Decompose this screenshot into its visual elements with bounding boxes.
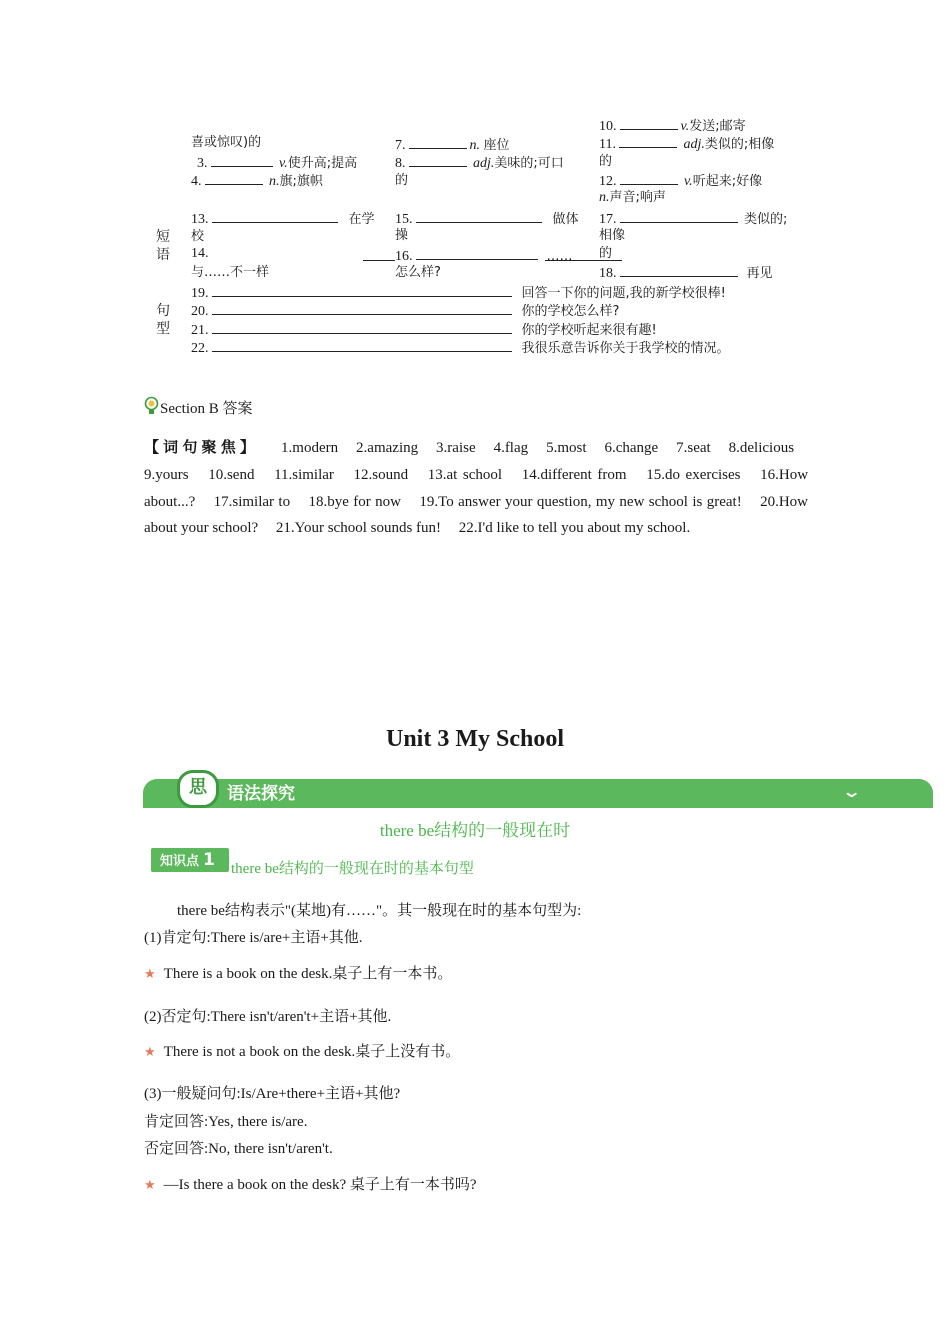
phrase-item-16: 16. …… <box>395 246 573 266</box>
phrase-item-15-cont: 操 <box>395 228 409 243</box>
vocab-frag: 喜或惊叹)的 <box>191 135 262 150</box>
unit-title: Unit 3 My School <box>385 726 564 752</box>
star-icon: ★ <box>144 1178 156 1193</box>
vocab-item-12-cont: n.声音;响声 <box>599 190 666 205</box>
vocab-item-8-cont: 的 <box>395 173 409 188</box>
knowledge-point-badge: 知识点 1 <box>151 848 229 872</box>
grammar-title: there be结构的一般现在时 <box>379 821 571 840</box>
answer-item: 10.send <box>208 466 255 483</box>
star-icon: ★ <box>144 1045 156 1060</box>
negative-example: ★ There is not a book on the desk.桌子上没有书。 <box>144 1044 461 1060</box>
vocab-item-8: 8. adj.美味的;可口 <box>395 153 564 173</box>
phrase-item-14-num: 14. <box>191 246 209 261</box>
question-no-answer: 否定回答:No, there isn't/aren't. <box>144 1141 333 1157</box>
answer-item: 2.amazing <box>356 440 419 456</box>
answer-item: 21.Your school sounds fun! <box>275 520 442 537</box>
answer-item: 22.I'd like to tell you about my school. <box>458 520 691 537</box>
answers-heading: Section B 答案 <box>143 396 253 419</box>
phrase-14-blank <box>363 260 395 261</box>
answers-list <box>144 434 808 542</box>
answer-item: 17.similar to <box>213 493 291 510</box>
answer-item: 20.How about your school? <box>144 493 809 537</box>
phrase-item-15: 15. 做体 <box>395 209 579 229</box>
answer-item: 7.seat <box>676 440 711 456</box>
question-example: ★ —Is there a book on the desk? 桌子上有一本书吗? <box>144 1177 477 1193</box>
answer-item: 5.most <box>546 440 587 456</box>
star-icon: ★ <box>144 967 156 982</box>
chevron-down-icon[interactable]: ⌄ <box>841 782 862 801</box>
vocab-item-11-cont: 的 <box>599 154 613 169</box>
answer-item: 19.To answer your question, my new school is great! <box>419 493 742 510</box>
question-yes-answer: 肯定回答:Yes, there is/are. <box>144 1114 308 1130</box>
vocab-item-10: 10. v.发送;邮寄 <box>599 116 746 136</box>
grammar-intro: there be结构表示"(某地)有……"。其一般现在时的基本句型为: <box>177 903 582 919</box>
phrases-label: 短 语 <box>156 229 170 263</box>
answer-item: 14.different from <box>521 466 627 483</box>
affirmative-rule: (1)肯定句:There is/are+主语+其他. <box>144 930 363 946</box>
vocab-item-4: 4. n.旗;旗帜 <box>191 171 323 191</box>
sentence-item-21: 21. 你的学校听起来很有趣! <box>191 320 657 340</box>
phrase-item-17-cont2: 的 <box>599 246 613 261</box>
affirmative-example: ★ There is a book on the desk.桌子上有一本书。 <box>144 966 453 982</box>
think-badge-icon: 思 <box>177 770 219 808</box>
answer-item: 1.modern <box>281 440 339 456</box>
sentence-item-20: 20. 你的学校怎么样? <box>191 301 619 321</box>
answer-item: 18.bye for now <box>308 493 401 510</box>
banner-title: 语法探究 <box>227 784 295 804</box>
vocab-item-3: 3. v.使升高;提高 <box>197 153 357 173</box>
answer-item: 3.raise <box>436 440 476 456</box>
answer-item: 4.flag <box>493 440 529 456</box>
sentences-label: 句 型 <box>156 303 170 337</box>
answer-item: 6.change <box>604 440 659 456</box>
phrase-item-18: 18. 再见 <box>599 263 773 283</box>
answer-item: 15.do exercises <box>646 466 741 483</box>
phrase-item-13-cont: 校 <box>191 229 205 244</box>
knowledge-point-title: there be结构的一般现在时的基本句型 <box>231 861 474 877</box>
sentence-item-22: 22. 我很乐意告诉你关于我学校的情况。 <box>191 338 730 358</box>
answer-item: 13.at school <box>427 466 503 483</box>
answer-item: 11.similar <box>274 466 334 483</box>
vocab-item-11: 11. adj.类似的;相像 <box>599 134 774 154</box>
vocab-item-12: 12. v.听起来;好像 <box>599 171 762 191</box>
question-rule: (3)一般疑问句:Is/Are+there+主语+其他? <box>144 1086 401 1102</box>
phrase-item-17: 17. 类似的; <box>599 209 787 229</box>
lightbulb-icon <box>143 396 160 416</box>
answer-item: 12.sound <box>353 466 409 483</box>
sentence-item-19: 19. 回答一下你的问题,我的新学校很棒! <box>191 283 726 303</box>
answer-item: 16.How about...? <box>144 466 809 510</box>
answers-tag: 【词句聚焦】 <box>144 438 260 456</box>
phrase-item-17-cont: 相像 <box>599 228 626 243</box>
phrase-item-14-def: 与……不一样 <box>191 265 270 280</box>
negative-rule: (2)否定句:There isn't/aren't+主语+其他. <box>144 1009 392 1025</box>
phrase-item-13: 13. 在学 <box>191 209 375 229</box>
answer-item: 9.yours <box>144 466 189 483</box>
answer-item: 8.delicious <box>728 440 795 456</box>
phrase-item-16-cont: 怎么样? <box>395 265 441 280</box>
vocab-item-7: 7. n. 座位 <box>395 135 510 155</box>
